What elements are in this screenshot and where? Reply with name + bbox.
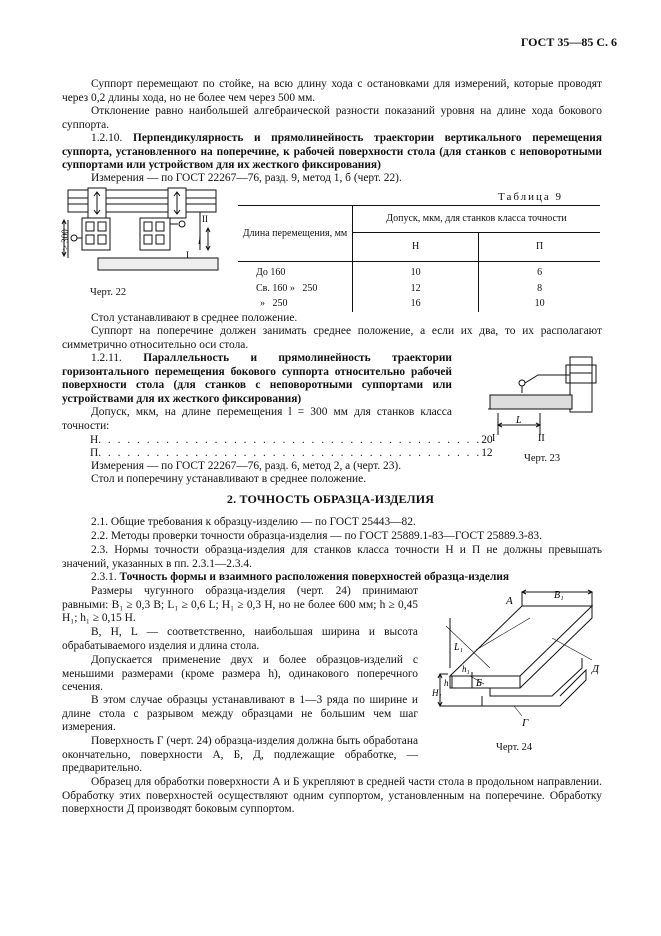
tolerance-row: П . . . . . . . . . . . . . . . . . . . . . . . . . . . . . . . . . . . . . . . . 12 <box>90 447 493 459</box>
table-cell: 12 <box>353 281 479 297</box>
paragraph: Поверхность Г (черт. 24) образца-изделия должна быть обработана окончательно, поверхности А, Б, Д, подлежащие обработке, — предварительно. <box>62 735 418 775</box>
table-row <box>238 296 600 312</box>
paragraph: Образец для обработки поверхности А и Б укрепляют в средней части стола в продольном направлении. Обработку этих поверхностей осуществляют одним суппортом, установленным на поперечине. Обработку поверхности Д производят боковым суппортом. <box>62 776 602 816</box>
figure-23-drawing <box>488 355 618 445</box>
l1-label: L₁ <box>454 642 464 653</box>
roman-i-label: I <box>186 250 189 260</box>
b1-label: B₁ <box>554 590 564 601</box>
clause-1-2-10 <box>62 132 602 173</box>
figure-23-caption: Черт. 23 <box>524 453 561 464</box>
paragraph: Отклонение равно наибольшей алгебраической разности показаний уровня на длине хода бокового суппорта. <box>62 105 602 131</box>
clause-number: 1.2.11. <box>91 352 122 364</box>
roman-ii-label: II <box>538 433 545 444</box>
clause-number: 1.2.10. <box>91 132 123 144</box>
tolerance-class: Н <box>90 434 99 446</box>
paragraph: Измерения — по ГОСТ 22267—76, разд. 9, метод 1, б (черт. 22). <box>91 172 402 184</box>
table-9-title: Таблица 9 <box>498 191 564 203</box>
tolerance-row: Н . . . . . . . . . . . . . . . . . . . . . . . . . . . . . . . . . . . . . . . . 20 <box>90 434 493 446</box>
paragraph: 2.1. Общие требования к образцу-изделию — по ГОСТ 25443—82. <box>91 516 416 528</box>
surface-d-label: Д <box>592 663 599 675</box>
table-row <box>238 281 600 297</box>
column-group-header: Допуск, мкм, для станков класса точности <box>353 206 601 233</box>
column-header: Длина перемещения, мм <box>238 206 353 262</box>
l-label: L <box>516 415 522 426</box>
paragraph: 2.2. Методы проверки точности образца-изделия — по ГОСТ 25889.1-83—ГОСТ 25889.3-83. <box>91 530 542 542</box>
figure-22-caption: Черт. 22 <box>90 287 127 298</box>
paragraph: Допускается применение двух и более образцов-изделий с меньшими размерами (кроме размера h), одинакового поперечного сечения. <box>62 654 418 694</box>
dimension-label: ≥ 300 <box>60 229 70 250</box>
l-label: l <box>198 236 201 247</box>
figure-22-drawing <box>60 188 220 296</box>
table-9 <box>238 205 600 312</box>
column-header: П <box>479 233 600 262</box>
paragraph: Допуск, мкм, на длине перемещения l = 300 мм для станков класса точности: <box>62 406 452 432</box>
clause-title: Перпендикулярность и прямолинейность траектории вертикального перемещения суппорта, установленного на поперечине, к рабочей поверхности стола (для станков с неповоротными суппортами или устройством для их жесткого фиксирования) <box>62 132 603 172</box>
table-cell: До 160 <box>238 262 353 281</box>
table-cell: 10 <box>534 298 545 310</box>
paragraph: Суппорт перемещают по стойке, на всю длину хода с остановками для измерений, которые проводят через 0,2 длины хода, но не более чем через 500 мм. <box>62 78 602 104</box>
surface-a-label: А <box>506 595 513 607</box>
paragraph: B, H, L — соответственно, наибольшая ширина и высота обрабатываемого изделия и длина стола. <box>62 626 418 652</box>
paragraph: Стол и поперечину устанавливают в среднее положение. <box>91 473 367 485</box>
figure-24-caption: Черт. 24 <box>496 742 533 753</box>
section-heading: 2. ТОЧНОСТЬ ОБРАЗЦА-ИЗДЕЛИЯ <box>226 492 435 506</box>
paragraph: Размеры чугунного образца-изделия (черт. 24) принимают равными: B₁ ≥ 0,3 B; L₁ ≥ 0,6 L; H₁ ≥ 0,3 H, но не более 600 мм; h ≥ 0,45 H₁; h₁ ≥ 0,15 H. <box>62 585 418 625</box>
paragraph: Стол устанавливают в среднее положение. <box>91 312 298 324</box>
tolerance-class: П <box>90 447 99 459</box>
paragraph: Суппорт на поперечине должен занимать среднее положение, а если их два, то их располагают симметрично относительно оси стола. <box>62 325 602 351</box>
page-header: ГОСТ 35—85 С. 6 <box>520 35 617 49</box>
clause-number: 2.3.1. <box>91 571 117 583</box>
h1-small-label: h₁ <box>462 664 470 674</box>
clause-title: Параллельность и прямолинейность траектории горизонтального перемещения бокового суппорта относительно рабочей поверхности стола (для станков с неповоротными суппортами или устройствами для их жесткого фиксирования) <box>62 352 452 405</box>
table-cell: 8 <box>537 282 543 294</box>
h-label: h <box>444 678 449 688</box>
paragraph: 2.3. Нормы точности образца-изделия для станков класса точности Н и П не должны превышать значений, указанных в пп. 2.3.1—2.3.4. <box>62 544 602 570</box>
table-cell: Св. 160 » 250 <box>238 281 353 297</box>
roman-i-label: I <box>492 433 496 444</box>
tolerance-value: 20 <box>481 434 493 446</box>
paragraph: Измерения — по ГОСТ 22267—76, разд. 6, метод 2, а (черт. 23). <box>91 460 402 472</box>
roman-ii-label: II <box>202 214 208 224</box>
table-cell: » 250 <box>238 296 353 312</box>
paragraph: В этом случае образцы устанавливают в 1—3 ряда по ширине и длине стола с разрывом между образцами не большим чем шаг измерения. <box>62 694 418 734</box>
h1-label: H₁ <box>432 688 442 698</box>
table-cell: 10 <box>353 262 479 281</box>
surface-b-label: Б <box>476 678 482 689</box>
table-cell: 6 <box>537 267 543 278</box>
clause-1-2-11 <box>62 352 452 406</box>
table-row <box>238 262 600 281</box>
tolerance-value: 12 <box>481 447 493 459</box>
surface-g-label: Г <box>522 717 529 729</box>
figure-24-drawing <box>432 588 612 733</box>
clause-title: Точность формы и взаимного расположения поверхностей образца-изделия <box>119 571 510 583</box>
clause-2-3-1 <box>62 571 602 585</box>
column-header: Н <box>353 233 479 262</box>
table-cell: 16 <box>353 296 479 312</box>
